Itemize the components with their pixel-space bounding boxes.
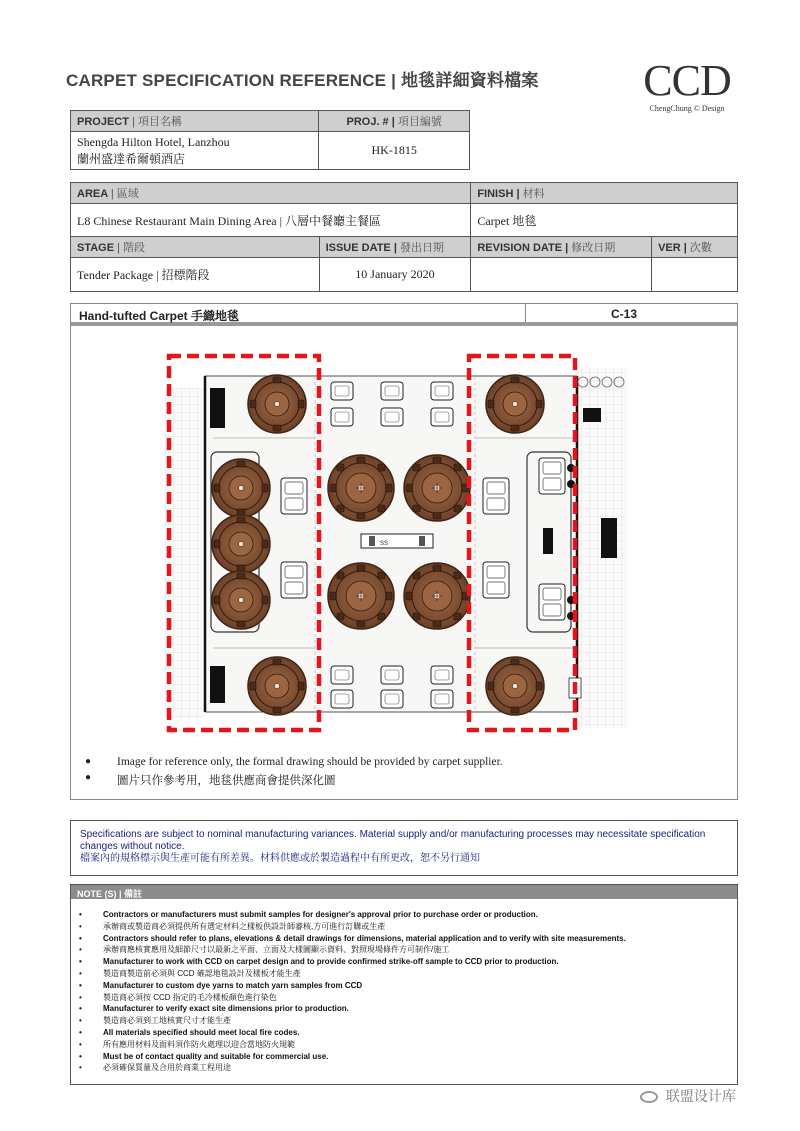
note-item: • Manufacturer to custom dye yarns to match yarn samples from CCD xyxy=(79,980,737,992)
ccd-logo xyxy=(632,56,742,113)
note-item: • Must be of contact quality and suitable for commercial use. xyxy=(79,1051,737,1063)
spec-notice-en: Specifications are subject to nominal manufacturing variances. Material supply and/or manufacturing processes may necessitate specification changes without notice. xyxy=(80,829,706,852)
wechat-icon xyxy=(640,1091,658,1103)
reference-note-en: ● Image for reference only, the formal drawing should be provided by carpet supplier. xyxy=(85,756,503,768)
issue-date-header: ISSUE DATE | 發出日期 xyxy=(319,237,471,258)
project-name-en: Shengda Hilton Hotel, Lanzhou xyxy=(77,134,230,149)
notes-panel xyxy=(70,884,738,1085)
issue-date-value: 10 January 2020 xyxy=(319,258,471,292)
section-heading: Hand-tufted Carpet 手織地毯 xyxy=(79,309,239,323)
section-code: C-13 xyxy=(611,307,638,321)
reference-notes xyxy=(85,756,503,792)
service-station-label: SS xyxy=(380,541,389,547)
note-item-cn: • 承辦商應核實應用及細節尺寸以最新之平面、立面及大樣圖顯示資料、對照現場條件方可制作/施工 xyxy=(79,944,737,956)
notes-list xyxy=(71,899,737,1074)
finish-header: FINISH | 材料 xyxy=(471,183,738,204)
project-name-cell xyxy=(71,132,319,170)
revision-date-header: REVISION DATE | 修改日期 xyxy=(471,237,652,258)
project-name-cn: 蘭州盛達希爾頓酒店 xyxy=(77,151,186,166)
revision-date-value xyxy=(471,258,652,292)
spec-notice-cn: 檔案內的規格標示與生產可能有所差異。材料供應或於製造過程中有所更改，恕不另行通知 xyxy=(80,853,480,864)
header-divider xyxy=(525,304,526,322)
project-header: PROJECT | 項目名稱 xyxy=(71,111,319,132)
note-item: • Contractors or manufacturers must submit samples for designer's approval prior to purchase order or production. xyxy=(79,909,737,921)
note-item-cn: • 製造商製造前必須與 CCD 確認地毯設計及樣板才能生產 xyxy=(79,968,737,980)
logo-mark: CCD xyxy=(643,56,731,105)
stage-header: STAGE | 階段 xyxy=(71,237,320,258)
note-item-cn: • 必須確保質量及合用於商業工程用途 xyxy=(79,1062,737,1074)
note-item-cn: • 承辦商或製造商必須提供所有選定材料之樣板供設計師審核,方可進行訂購或生產 xyxy=(79,921,737,933)
note-item: • Manufacturer to work with CCD on carpet design and to provide confirmed strike-off sample to CCD prior to production. xyxy=(79,956,737,968)
reference-note-cn: ● 圖片只作參考用，地毯供應商會提供深化圖 xyxy=(85,772,503,788)
note-item: • All materials specified should meet local fire codes. xyxy=(79,1027,737,1039)
section-header xyxy=(71,304,737,326)
note-item-cn: • 製造商必須按 CCD 指定的毛冷樣板顏色進行染色 xyxy=(79,992,737,1004)
note-item-cn: • 製造商必須到工地核實尺寸才能生產 xyxy=(79,1015,737,1027)
version-header: VER | 次數 xyxy=(652,237,738,258)
note-item: • Contractors should refer to plans, elevations & detail drawings for dimensions, material application and to verify with site measurements. xyxy=(79,933,737,945)
project-number-value: HK-1815 xyxy=(319,132,470,170)
carpet-section xyxy=(70,303,738,800)
note-item: • Manufacturer to verify exact site dimensions prior to production. xyxy=(79,1003,737,1015)
version-value xyxy=(652,258,738,292)
project-table xyxy=(70,110,470,170)
logo-subtitle: ChengChung © Design xyxy=(649,104,725,113)
area-value: L8 Chinese Restaurant Main Dining Area | 八層中餐廳主餐區 xyxy=(71,204,471,237)
stage-value: Tender Package | 招標階段 xyxy=(71,258,320,292)
area-table xyxy=(70,182,738,292)
area-header: AREA | 區域 xyxy=(71,183,471,204)
watermark-text: 联盟设计库 xyxy=(665,1088,736,1104)
specification-notice xyxy=(70,820,738,876)
finish-value: Carpet 地毯 xyxy=(471,204,738,237)
watermark xyxy=(640,1086,736,1106)
floor-plan-drawing xyxy=(165,348,627,738)
project-number-header: PROJ. # | 項目編號 xyxy=(319,111,470,132)
note-item-cn: • 所有應用材料及面料須作防火處理以迎合當地防火規範 xyxy=(79,1039,737,1051)
page-title: CARPET SPECIFICATION REFERENCE | 地毯詳細資料檔案 xyxy=(66,71,539,90)
notes-heading: NOTE (S) | 備註 xyxy=(71,885,737,899)
